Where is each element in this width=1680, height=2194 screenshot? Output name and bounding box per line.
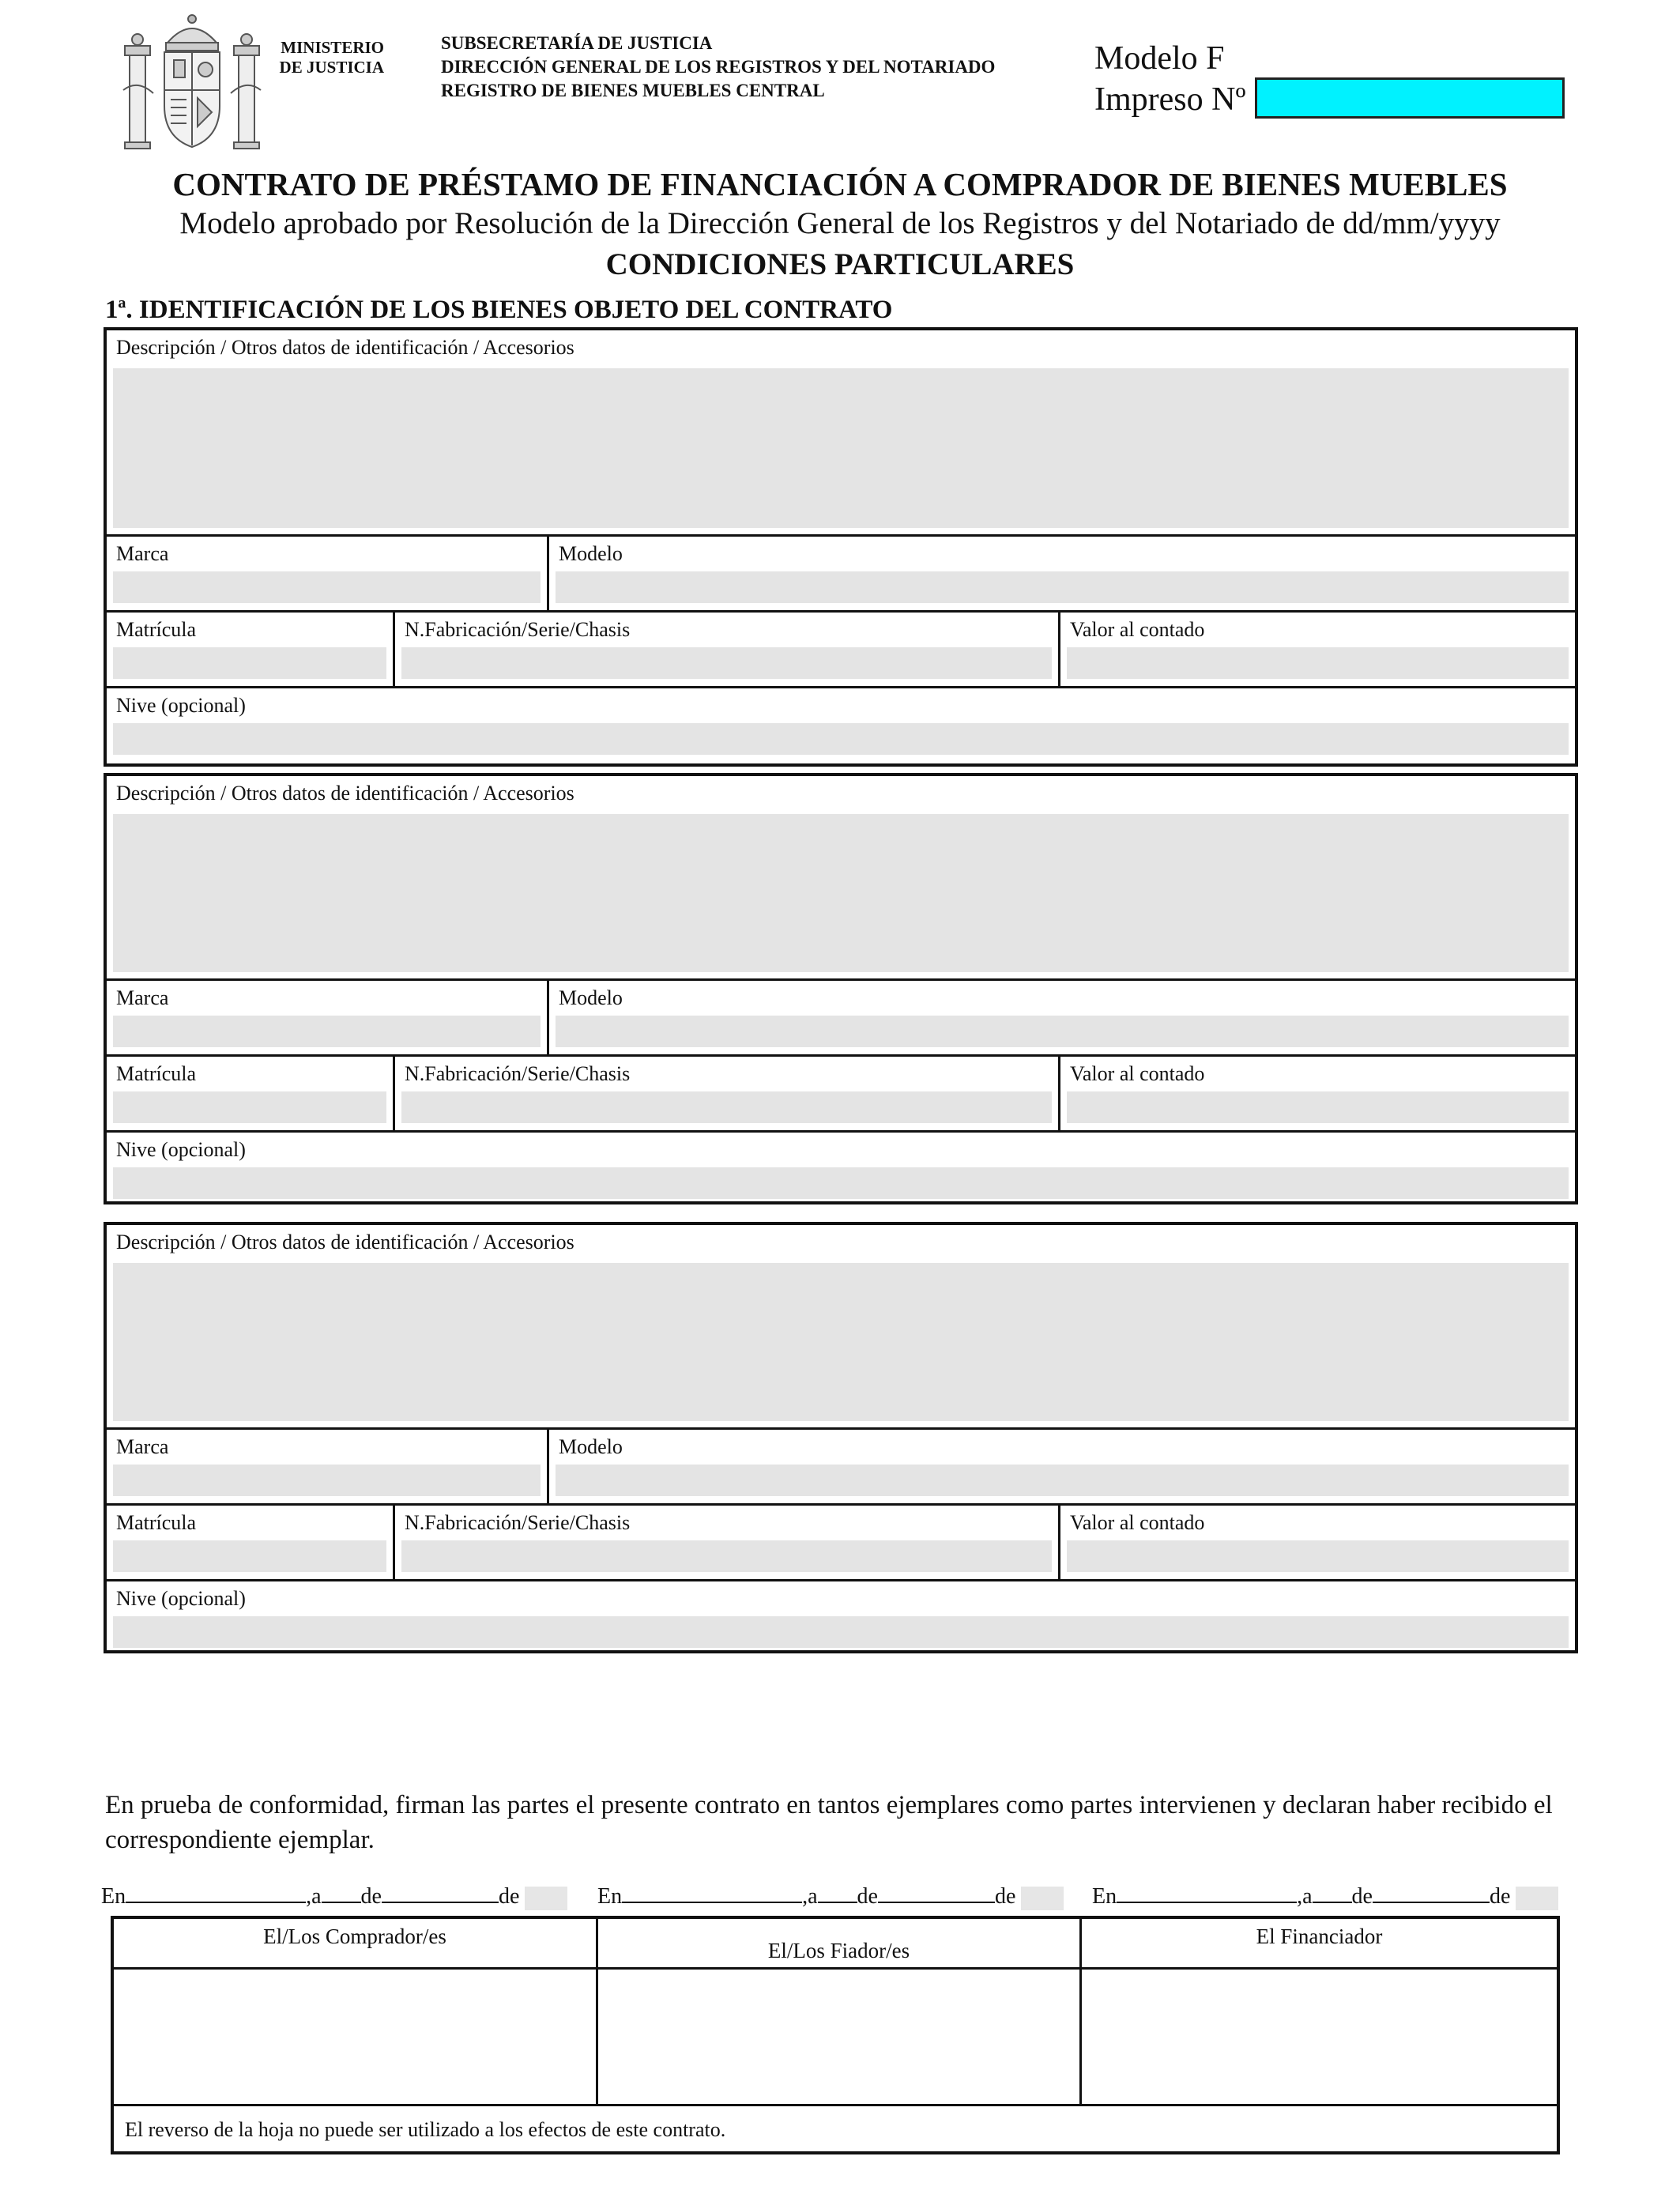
department-heading: [441, 32, 995, 103]
department-line-1: SUBSECRETARÍA DE JUSTICIA: [441, 33, 713, 53]
section-heading-goods: 1ª. IDENTIFICACIÓN DE LOS BIENES OBJETO DEL CONTRATO: [105, 296, 893, 324]
model-label: Modelo F: [1094, 40, 1225, 77]
goods-block: [104, 327, 1578, 767]
place-de2-label: de: [498, 1884, 520, 1909]
impreso-label: Impreso Nº: [1094, 81, 1246, 118]
nive-row: [107, 1130, 1575, 1201]
coat-of-arms-icon: [119, 11, 266, 152]
registration-row: [107, 1503, 1575, 1579]
model-field-label: Modelo: [559, 542, 623, 565]
ministry-line-2: DE JUSTICIA: [279, 58, 384, 77]
model-field-label: Modelo: [559, 986, 623, 1009]
ministry-line-1: MINISTERIO: [281, 38, 384, 57]
place-date-row: [101, 1883, 1579, 1911]
place-date-fiador: [597, 1883, 1064, 1910]
model-field[interactable]: [556, 1465, 1569, 1496]
brand-label: Marca: [116, 1435, 169, 1458]
ministry-name: [278, 38, 384, 77]
place-date-financiador: [1092, 1883, 1558, 1910]
serial-field[interactable]: [401, 647, 1052, 679]
goods-block: [104, 773, 1578, 1204]
place-month-field[interactable]: [382, 1883, 499, 1903]
place-year-field[interactable]: [1516, 1887, 1558, 1910]
place-city-field[interactable]: [1117, 1883, 1297, 1903]
serial-label: N.Fabricación/Serie/Chasis: [405, 618, 631, 641]
signature-box-fiador[interactable]: [596, 1919, 1079, 2104]
signature-header-financiador: El Financiador: [1082, 1919, 1557, 1970]
signature-box-comprador[interactable]: [114, 1919, 596, 2104]
nive-label: Nive (opcional): [116, 1138, 246, 1161]
place-month-field[interactable]: [1373, 1883, 1490, 1903]
place-en-label: En: [597, 1884, 623, 1909]
registration-row: [107, 610, 1575, 686]
department-line-3: REGISTRO DE BIENES MUEBLES CENTRAL: [441, 81, 825, 100]
place-de-label: de: [1351, 1884, 1373, 1909]
document-subtitle: Modelo aprobado por Resolución de la Dirección General de los Registros y del Notariado de dd/mm/yyyy: [179, 206, 1501, 240]
signature-table: [111, 1916, 1560, 2154]
conditions-heading: CONDICIONES PARTICULARES: [605, 247, 1075, 281]
place-de2-label: de: [1489, 1884, 1511, 1909]
place-month-field[interactable]: [878, 1883, 995, 1903]
signature-header-comprador: El/Los Comprador/es: [114, 1919, 596, 1970]
description-label: Descripción / Otros datos de identificación / Accesorios: [116, 782, 574, 805]
signature-box-financiador[interactable]: [1079, 1919, 1557, 2104]
serial-label: N.Fabricación/Serie/Chasis: [405, 1062, 631, 1085]
place-en-label: En: [101, 1884, 126, 1909]
plate-field[interactable]: [113, 1091, 386, 1123]
plate-label: Matrícula: [116, 618, 197, 641]
plate-label: Matrícula: [116, 1511, 197, 1534]
nive-field[interactable]: [113, 1167, 1569, 1199]
brand-model-row: [107, 978, 1575, 1054]
brand-field[interactable]: [113, 1016, 541, 1047]
model-field[interactable]: [556, 1016, 1569, 1047]
place-en-label: En: [1092, 1884, 1117, 1909]
brand-field[interactable]: [113, 1465, 541, 1496]
cash-value-label: Valor al contado: [1070, 1062, 1205, 1085]
nive-row: [107, 1579, 1575, 1650]
brand-label: Marca: [116, 542, 169, 565]
nive-label: Nive (opcional): [116, 1587, 246, 1610]
place-year-field[interactable]: [525, 1887, 567, 1910]
reverse-side-note: El reverso de la hoja no puede ser utilizado a los efectos de este contrato.: [114, 2104, 1557, 2151]
place-de-label: de: [857, 1884, 878, 1909]
place-day-field[interactable]: [818, 1883, 857, 1903]
place-de-label: de: [360, 1884, 382, 1909]
serial-field[interactable]: [401, 1091, 1052, 1123]
cash-value-label: Valor al contado: [1070, 618, 1205, 641]
description-row: [107, 776, 1575, 978]
goods-block: [104, 1222, 1578, 1653]
place-date-comprador: [101, 1883, 567, 1910]
place-de2-label: de: [994, 1884, 1016, 1909]
nive-label: Nive (opcional): [116, 694, 246, 717]
serial-label: N.Fabricación/Serie/Chasis: [405, 1511, 631, 1534]
nive-field[interactable]: [113, 1616, 1569, 1648]
place-city-field[interactable]: [126, 1883, 306, 1903]
document-title: CONTRATO DE PRÉSTAMO DE FINANCIACIÓN A COMPRADOR DE BIENES MUEBLES: [172, 166, 1508, 202]
place-city-field[interactable]: [622, 1883, 802, 1903]
place-a-label: ,a: [802, 1884, 818, 1909]
brand-field[interactable]: [113, 571, 541, 603]
description-label: Descripción / Otros datos de identificación / Accesorios: [116, 1231, 574, 1253]
conformity-statement: En prueba de conformidad, firman las partes el presente contrato en tantos ejemplares como partes intervienen y declaran haber recibido el correspondiente ejemplar.: [105, 1791, 1553, 1854]
place-year-field[interactable]: [1021, 1887, 1064, 1910]
model-field[interactable]: [556, 571, 1569, 603]
place-day-field[interactable]: [1313, 1883, 1352, 1903]
place-day-field[interactable]: [322, 1883, 361, 1903]
description-field[interactable]: [113, 1263, 1569, 1421]
plate-label: Matrícula: [116, 1062, 197, 1085]
cash-value-field[interactable]: [1067, 647, 1569, 679]
nive-field[interactable]: [113, 723, 1569, 755]
place-a-label: ,a: [306, 1884, 322, 1909]
description-row: [107, 1225, 1575, 1427]
registration-row: [107, 1054, 1575, 1130]
description-row: [107, 330, 1575, 534]
description-field[interactable]: [113, 814, 1569, 972]
model-field-label: Modelo: [559, 1435, 623, 1458]
nive-row: [107, 686, 1575, 763]
cash-value-field[interactable]: [1067, 1091, 1569, 1123]
description-field[interactable]: [113, 368, 1569, 528]
signature-header-fiador: El/Los Fiador/es: [598, 1919, 1079, 1970]
department-line-2: DIRECCIÓN GENERAL DE LOS REGISTROS Y DEL NOTARIADO: [441, 57, 996, 77]
plate-field[interactable]: [113, 1540, 386, 1572]
place-a-label: ,a: [1297, 1884, 1313, 1909]
brand-label: Marca: [116, 986, 169, 1009]
plate-field[interactable]: [113, 647, 386, 679]
cash-value-field[interactable]: [1067, 1540, 1569, 1572]
brand-model-row: [107, 534, 1575, 610]
serial-field[interactable]: [401, 1540, 1052, 1572]
brand-model-row: [107, 1427, 1575, 1503]
description-label: Descripción / Otros datos de identificación / Accesorios: [116, 336, 574, 359]
cash-value-label: Valor al contado: [1070, 1511, 1205, 1534]
impreso-number-field[interactable]: [1255, 77, 1565, 119]
